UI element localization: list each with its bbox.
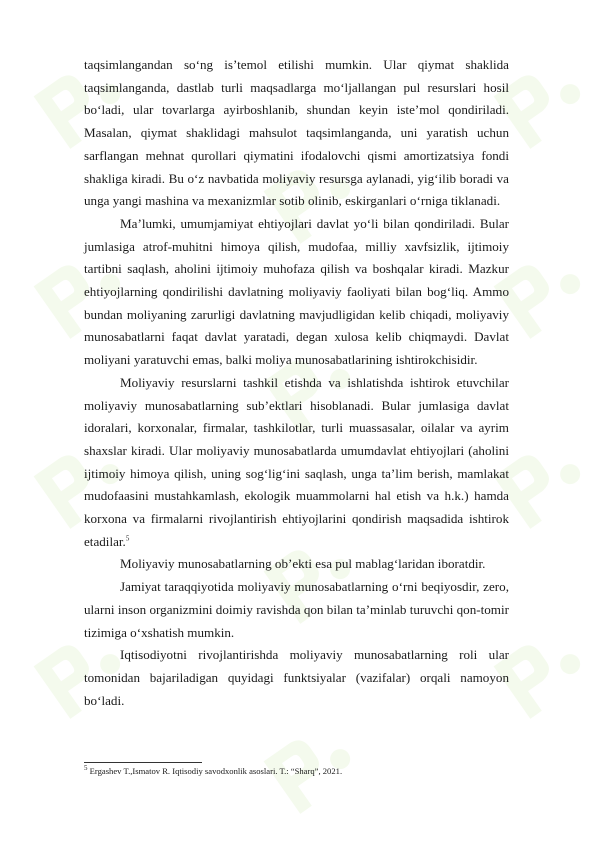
paragraph-4: Moliyaviy munosabatlarning ob’ekti esa pul mablag‘laridan iboratdir. bbox=[120, 556, 486, 572]
footnote-number: 5 bbox=[84, 764, 88, 773]
paragraph-3-text: Moliyaviy resurslarni tashkil etishda va ishlatishda ishtirok etuvchilar moliyaviy munosabatlarning sub’ektlari hisoblanadi. Bular jumlasiga davlat idoralari, korxonalar, firmalar, tashkilotlar, turli muassasalar, oilalar va ayrim shaxslar kiradi. Ular moliyaviy munosabatlarda umumdavlat ehtiyojlari (aholini ijtimoiy himoya qilish, uning sog‘lig‘ini saqlash, unga ta’lim berish, mamlakat mudofaasini mustahkamlash, ekologik muammolarni hal etish va h.k.) hamda korxona va firmalarni rivojlantirish ehtiyojlarini qondirish maqsadida ishtirok etadilar. bbox=[84, 374, 509, 549]
footnote-reference[interactable]: 5 bbox=[125, 534, 130, 543]
paragraph-1: taqsimlangandan so‘ng is’temol etilishi mumkin. Ular qiymat shaklida taqsimlanganda, dastlab turli maqsadlarga mo‘ljallangan pul resurslari hosil bo‘ladi, ular tovarlarga ayirboshlanib, shundan keyin iste’mol qondiriladi. Masalan, qiymat shaklidagi mahsulot taqsimlanganda, uni yaratish uchun sarflangan mehnat qurollari qiymatini ifodalovchi qismi amortizatsiya fondi shakliga kiradi. Bu o‘z navbatida moliyaviy resursga aylanadi, yig‘ilib boradi va unga yangi mashina va mexanizmlar sotib olinib, eskirganlari o‘rniga tiklanadi. bbox=[84, 57, 509, 209]
paragraph-6: Iqtisodiyotni rivojlantirishda moliyaviy munosabatlarning roli ular tomonidan bajariladigan quyidagi funktsiyalar (vazifalar) orqali namoyon bo‘ladi. bbox=[84, 647, 509, 708]
footnote-text: Ergashev T.,Ismatov R. Iqtisodiy savodxonlik asoslari. T.: “Sharq”, 2021. bbox=[87, 766, 343, 776]
paragraph-5: Jamiyat taraqqiyotida moliyaviy munosabatlarning o‘rni beqiyosdir, zero, ularni inson organizmini doimiy ravishda qon bilan ta’minlab turuvchi qon-tomir tizimiga o‘xshatish mumkin. bbox=[84, 579, 509, 640]
footnote-divider bbox=[84, 762, 202, 763]
paragraph-2: Ma’lumki, umumjamiyat ehtiyojlari davlat yo‘li bilan qondiriladi. Bular jumlasiga atrof-muhitni himoya qilish, mudofaa, milliy xavfsizlik, ijtimoiy tartibni saqlash, aholini ijtimoiy muhofaza qilish va boshqalar kiradi. Mazkur ehtiyojlarning qondirilishi davlatning moliyaviy faoliyati bilan bog‘liq. Ammo bundan moliyaning zarurligi davlatning mavjudligidan kelib chiqadi, moliyaviy munosabatlarni faqat davlat yaratadi, degan xulosa kelib chiqmaydi. Davlat moliyani yaratuvchi emas, balki moliya munosabatlarining ishtirokchisidir. bbox=[84, 215, 509, 368]
footnote bbox=[84, 766, 509, 777]
body-text bbox=[84, 54, 509, 712]
paragraph-3 bbox=[84, 372, 509, 554]
